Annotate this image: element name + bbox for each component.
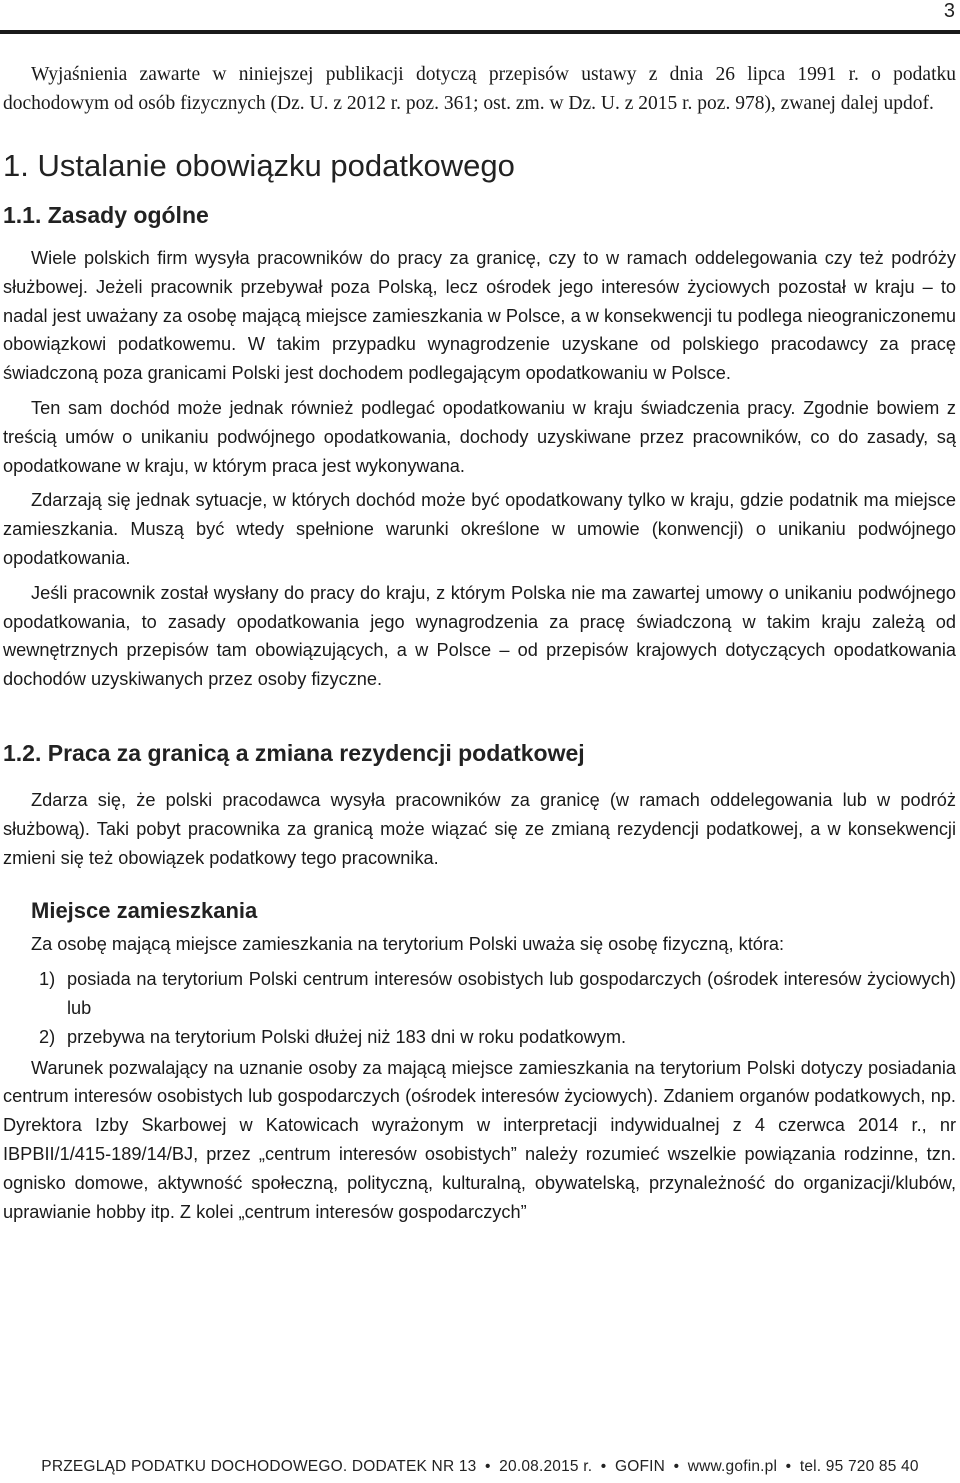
footer-separator: • xyxy=(785,1458,792,1475)
footer-website: www.gofin.pl xyxy=(687,1458,778,1475)
paragraph: Jeśli pracownik został wysłany do pracy do kraju, z którym Polska nie ma zawartej umowy o unikaniu podwójnego opodatkowania, to zasady opodatkowania jego wynagrodzenia za pracę świadczoną w takim kraju zależą od wewnętrznych przepisów tam obowiązujących, a w Polsce – od przepisów krajowych dotyczących opodatkowania dochodów uzyskiwanych przez osoby fizyczne. xyxy=(3,582,956,690)
footer-phone: tel. 95 720 85 40 xyxy=(799,1458,919,1475)
closing-paragraph: Warunek pozwalający na uznanie osoby za mającą miejsce zamieszkania na terytorium Polski dotyczy posiadania centrum interesów osobistych lub gospodarczych (ośrodek interesów życiowych). Zdaniem organów podatkowych, np. Dyrektora Izby Skarbowej w Katowicach wyrażonym w interpretacji indywidualnej z 4 czerwca 2014 r., nr IBPBII/1/415-189/14/BJ, przez „centrum interesów osobistych” należy rozumieć wszelkie powiązania rodzinne, tzn. ognisko domowe, aktywność społeczną, polityczną, kulturalną, obywatelską, przynależność do organizacji/klubów, uprawianie hobby itp. Z kolei „centrum interesów gospodarczych” xyxy=(3,1057,956,1222)
footer-separator: • xyxy=(600,1458,607,1475)
list-item-number: 1) xyxy=(39,969,56,990)
footer-publication: PRZEGLĄD PODATKU DOCHODOWEGO. DODATEK NR 13 xyxy=(41,1458,477,1475)
list-item-text: posiada na terytorium Polski centrum interesów osobistych lub gospodarczych (ośrodek interesów życiowych) lub xyxy=(67,969,956,1018)
page-footer xyxy=(0,1458,960,1476)
subheading-residence: Miejsce zamieszkania xyxy=(31,898,258,924)
list-item-text: przebywa na terytorium Polski dłużej niż 183 dni w roku podatkowym. xyxy=(67,1026,627,1047)
top-rule xyxy=(0,30,960,34)
footer-date: 20.08.2015 r. xyxy=(499,1458,593,1475)
footer-separator: • xyxy=(485,1458,491,1475)
paragraph: Zdarzają się jednak sytuacje, w których dochód może być opodatkowany tylko w kraju, gdzie podatnik ma miejsce zamieszkania. Muszą być wtedy spełnione warunki określone w umowie (konwencji) o unikaniu podwójnego opodatkowania. xyxy=(3,490,956,568)
page-number: 3 xyxy=(943,0,955,22)
section-1-2-title: 1.2. Praca za granicą a zmiana rezydencji podatkowej xyxy=(3,739,585,766)
section-1-1-title: 1.1. Zasady ogólne xyxy=(3,202,209,228)
footer-separator: • xyxy=(673,1458,680,1475)
residence-intro: Za osobę mającą miejsce zamieszkania na terytorium Polski uważa się osobę fizyczną, która: xyxy=(31,934,785,955)
paragraph: Ten sam dochód może jednak również podlegać opodatkowaniu w kraju świadczenia pracy. Zgodnie bowiem z treścią umów o unikaniu podwójnego opodatkowania, dochody uzyskiwane przez pracowników, co do zasady, są opodatkowane w kraju, w którym praca jest wykonywana. xyxy=(3,397,956,476)
content xyxy=(3,60,956,1232)
section-1-title: 1. Ustalanie obowiązku podatkowego xyxy=(3,148,515,183)
list-item-number: 2) xyxy=(39,1026,56,1047)
paragraph: Zdarza się, że polski pracodawca wysyła pracowników za granicę (w ramach oddelegowania lub w podróż służbową). Taki pobyt pracownika za granicą może wiązać się ze zmianą rezydencji podatkowej, a w konsekwencji zmieni się też obowiązek podatkowy tego pracownika. xyxy=(3,789,956,868)
intro-paragraph: Wyjaśnienia zawarte w niniejszej publikacji dotyczą przepisów ustawy z dnia 26 lipca 1991 r. o podatku dochodowym od osób fizycznych (Dz. U. z 2012 r. poz. 361; ost. zm. w Dz. U. z 2015 r. poz. 978), zwanej dalej updof. xyxy=(3,64,956,114)
paragraph: Wiele polskich firm wysyła pracowników do pracy za granicę, czy to w ramach oddelegowania czy też podróży służbowej. Jeżeli pracownik przebywał poza Polską, lecz ośrodek jego interesów życiowych pozostał w kraju – to nadal jest uważany za osobę mającą miejsce zamieszkania w Polsce, a w konsekwencji tu podlega nieograniczonemu obowiązkowi podatkowemu. W takim przypadku wynagrodzenie uzyskane od polskiego pracodawcy za pracę świadczoną poza granicami Polski jest dochodem podlegającym opodatkowaniu w Polsce. xyxy=(3,248,956,384)
residence-conditions-list xyxy=(3,965,956,1051)
list-item xyxy=(3,1023,956,1052)
list-item xyxy=(3,965,956,1023)
footer-brand: GOFIN xyxy=(614,1458,666,1475)
